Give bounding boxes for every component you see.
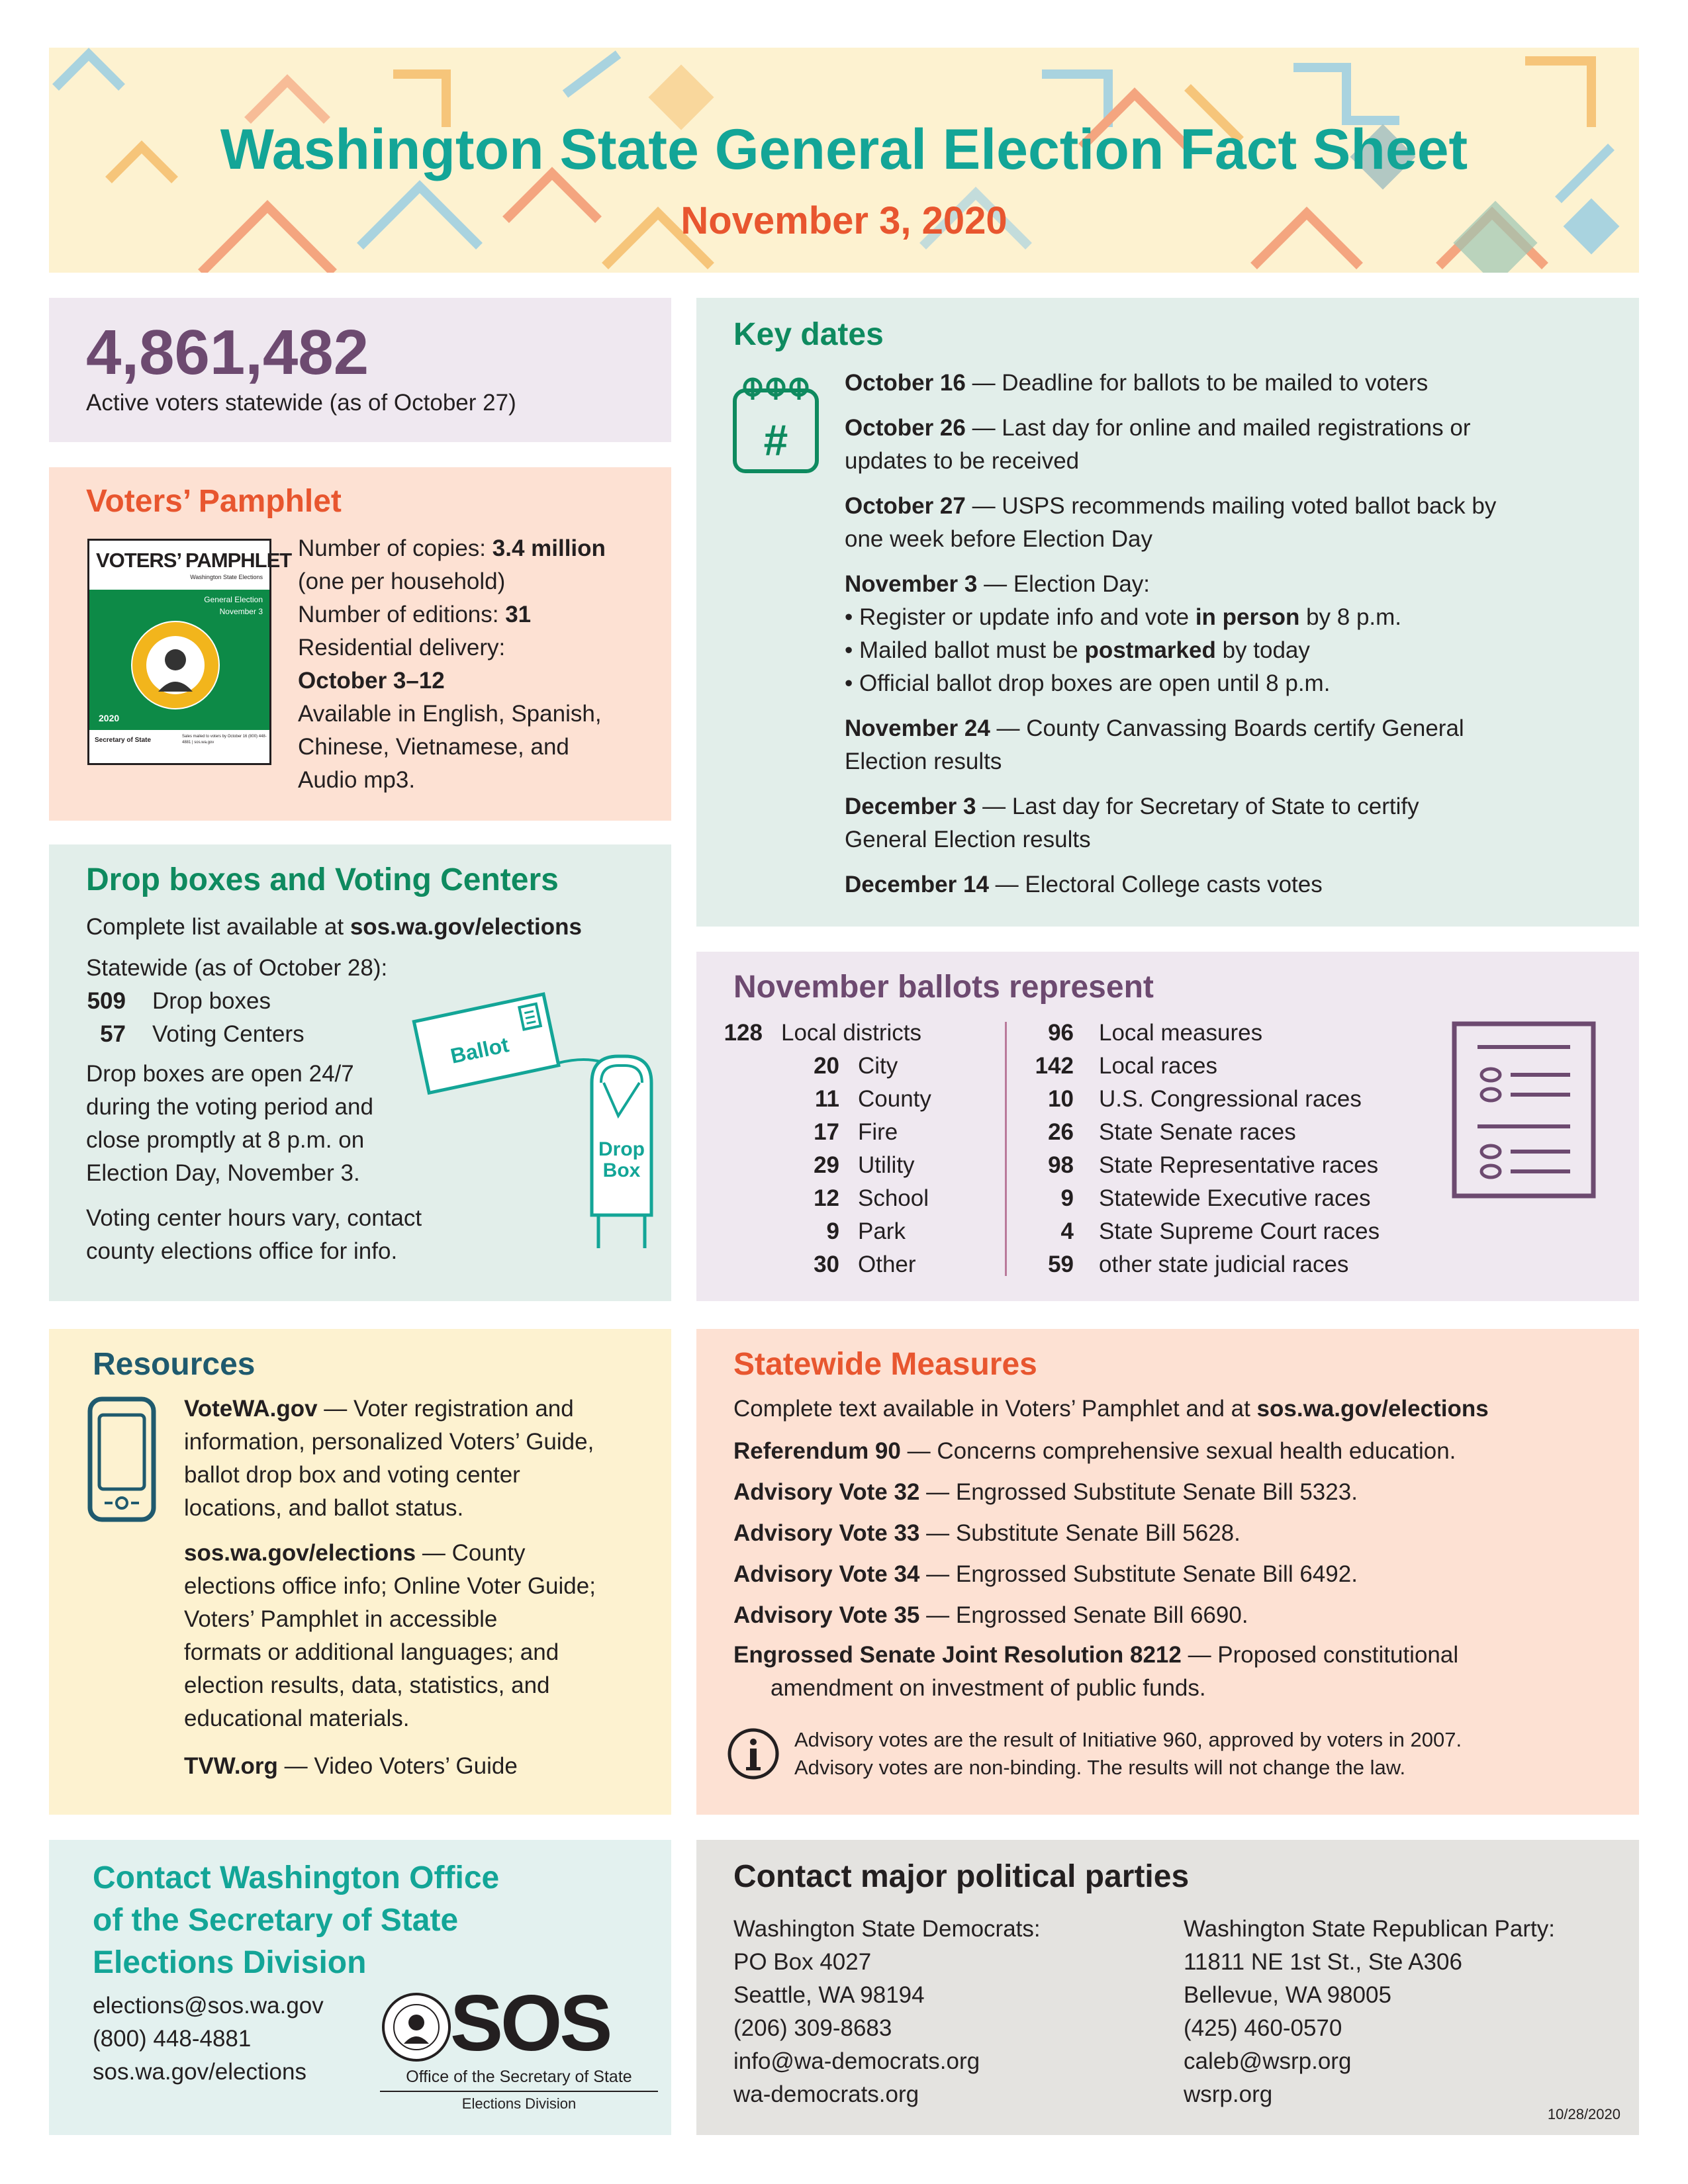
rep-contact-line: Washington State Republican Party: [1184, 1916, 1555, 1942]
republicans-contact [1184, 1913, 1555, 2111]
pamphlet-details: Number of copies: 3.4 million (one per household) Number of editions: 31 Residential delivery: October 3–12 Available in English, Spanish, Chinese, Vietnamese, and Audio mp3. [298, 535, 606, 793]
ballot-list-icon [1451, 1021, 1598, 1199]
drop-boxes-count: 509 Drop boxes [87, 988, 271, 1014]
ballot-row [723, 1017, 921, 1050]
tvw-link[interactable]: TVW.org [184, 1753, 278, 1779]
drop-boxes-heading: Drop boxes and Voting Centers [86, 862, 559, 897]
drop-box-label-1: Drop [598, 1138, 645, 1160]
ballot-row [723, 1248, 916, 1281]
contact-heading: Contact Washington Office of the Secretary of State Elections Division [93, 1860, 500, 1980]
nov3-bullet-2: • Mailed ballot must be postmarked by today [845, 637, 1310, 663]
ballot-count: 12 [814, 1185, 839, 1211]
voters-pamphlet-box [49, 467, 671, 821]
ballot-row [1027, 1017, 1262, 1050]
ballot-count: 9 [826, 1218, 839, 1244]
ballot-count: 98 [1048, 1152, 1074, 1178]
ballot-count: 20 [814, 1053, 839, 1079]
dem-contact-line: PO Box 4027 [733, 1949, 872, 1975]
key-dates-box [696, 298, 1639, 927]
ballot-label: Local measures [1099, 1020, 1263, 1046]
pamphlet-cover-image: VOTERS’ PAMPHLET Washington State Elections General Election November 3 2020 Secretary of State Sales mailed to voters by October 16 (800) 448-4881 | sos.wa.gov [87, 539, 271, 765]
ballots-box [696, 952, 1639, 1301]
ballot-row [723, 1215, 906, 1248]
rep-contact-line[interactable]: wsrp.org [1184, 2081, 1273, 2107]
cover-year: 2020 [99, 713, 120, 723]
key-date-dec3: December 3 — Last day for Secretary of State to certify General Election results [845, 794, 1419, 852]
svg-text:#: # [763, 416, 788, 465]
contact-email[interactable]: elections@sos.wa.gov [93, 1993, 324, 2019]
sos-logo-line2: Elections Division [461, 2095, 577, 2112]
rep-contact-line[interactable]: caleb@wsrp.org [1184, 2048, 1352, 2074]
resource-votewa: VoteWA.gov — Voter registration and information, personalized Voters’ Guide, ballot drop box and voting center locations, and ballot status. [184, 1396, 594, 1521]
state-seal-icon [380, 1991, 453, 2064]
ballot-row [1027, 1182, 1370, 1215]
ballot-row [723, 1149, 915, 1182]
active-voters-caption: Active voters statewide (as of October 27) [86, 390, 516, 416]
pamphlet-heading: Voters’ Pamphlet [86, 484, 342, 519]
ballot-row [1027, 1215, 1380, 1248]
dem-contact-line: Washington State Democrats: [733, 1916, 1041, 1942]
drop-boxes-hours: Drop boxes are open 24/7 during the voting period and close promptly at 8 p.m. on Election Day, November 3. [86, 1061, 373, 1186]
ballot-label: Utility [858, 1152, 915, 1178]
dem-contact-line: Seattle, WA 98194 [733, 1982, 925, 2008]
ballot-label: Ballot [448, 1032, 511, 1068]
parties-heading: Contact major political parties [733, 1859, 1190, 1894]
ballot-label: Other [858, 1251, 916, 1277]
ballot-count: 29 [814, 1152, 839, 1178]
dem-contact-line[interactable]: wa-democrats.org [733, 2081, 919, 2107]
measure-item: Advisory Vote 32 — Engrossed Substitute Senate Bill 5323. [733, 1479, 1358, 1505]
voting-center-hours: Voting center hours vary, contact county elections office for info. [86, 1205, 422, 1264]
ballot-label: State Representative races [1099, 1152, 1379, 1178]
election-date: November 3, 2020 [680, 199, 1008, 242]
measure-esjr-8212: Engrossed Senate Joint Resolution 8212 — Proposed constitutional amendment on investment of public funds. [733, 1642, 1459, 1701]
sos-logo [380, 1979, 658, 2116]
active-voters-box [49, 298, 671, 442]
votewa-link[interactable]: VoteWA.gov [184, 1396, 318, 1422]
ballot-count: 96 [1048, 1020, 1074, 1046]
key-date-oct27: October 27 — USPS recommends mailing voted ballot back by one week before Election Day [845, 493, 1497, 552]
resource-tvw: TVW.org — Video Voters’ Guide [184, 1753, 518, 1779]
rep-contact-line: Bellevue, WA 98005 [1184, 1982, 1391, 2008]
info-icon [726, 1726, 781, 1782]
ballot-count: 26 [1048, 1119, 1074, 1145]
ballot-count: 17 [814, 1119, 839, 1145]
ballot-row [723, 1116, 898, 1149]
ballot-count: 11 [815, 1086, 839, 1112]
ballot-count: 10 [1048, 1086, 1074, 1112]
advisory-note: Advisory votes are the result of Initiative 960, approved by voters in 2007. Advisory votes are non-binding. The results will not change the law. [794, 1728, 1462, 1779]
ballot-count: 9 [1060, 1185, 1074, 1211]
ballot-label: Local districts [781, 1020, 922, 1046]
active-voters-count: 4,861,482 [86, 317, 369, 388]
ballot-label: other state judicial races [1099, 1251, 1349, 1277]
mobile-phone-icon [86, 1395, 159, 1527]
voting-centers-count: 57 Voting Centers [100, 1021, 305, 1047]
ballot-count: 30 [814, 1251, 839, 1277]
cover-subtitle: Washington State Elections [190, 574, 263, 580]
ballots-heading: November ballots represent [733, 970, 1154, 1005]
political-parties-box [696, 1840, 1639, 2135]
ballots-divider [1005, 1022, 1007, 1276]
ballot-count: 128 [724, 1020, 763, 1046]
ballot-label: Park [858, 1218, 906, 1244]
ballot-row [1027, 1083, 1362, 1116]
ballot-label: Local races [1099, 1053, 1217, 1079]
key-dates-heading: Key dates [733, 317, 884, 352]
ballot-row [1027, 1050, 1217, 1083]
sos-logo-line1: Office of the Secretary of State [380, 2068, 658, 2092]
contact-details [93, 1989, 324, 2089]
statewide-measures-box [696, 1329, 1639, 1815]
key-date-dec14: December 14 — Electoral College casts votes [845, 872, 1323, 897]
measure-item: Advisory Vote 33 — Substitute Senate Bill 5628. [733, 1520, 1241, 1546]
ballot-row [723, 1050, 898, 1083]
ballot-row [723, 1083, 931, 1116]
ballot-label: County [858, 1086, 931, 1112]
resource-sos: sos.wa.gov/elections — County elections office info; Online Voter Guide; Voters’ Pamphlet in accessible formats or additional languages; and election results, data, statistics, and educational materials. [184, 1540, 596, 1731]
cover-title: VOTERS’ PAMPHLET [96, 549, 292, 572]
ballot-label: State Senate races [1099, 1119, 1296, 1145]
resources-heading: Resources [93, 1347, 256, 1382]
editions-value: 31 [505, 602, 532, 627]
drop-boxes-list-link[interactable]: sos.wa.gov/elections [350, 914, 582, 940]
rep-contact-line: 11811 NE 1st St., Ste A306 [1184, 1949, 1462, 1975]
ballot-row [723, 1182, 929, 1215]
nov3-bullet-3: • Official ballot drop boxes are open until 8 p.m. [845, 670, 1331, 696]
ballot-label: City [858, 1053, 898, 1079]
drop-boxes-box: Drop boxes and Voting Centers Complete list available at sos.wa.gov/elections Statewide (as of October 28): 509 Drop boxes 57 Voting Centers Drop boxes are open 24/7 during the voting period and close promptly at 8 p.m. on Election Day, November 3. Voting center hours vary, contact county elections office for info. Ballot Drop Box [49, 844, 671, 1301]
measures-link[interactable]: sos.wa.gov/elections [1256, 1396, 1489, 1422]
dem-contact-line[interactable]: info@wa-democrats.org [733, 2048, 980, 2074]
key-date-oct26: October 26 — Last day for online and mailed registrations or updates to be received [845, 415, 1471, 474]
contact-sos-box [49, 1840, 671, 2135]
sos-elections-link[interactable]: sos.wa.gov/elections [184, 1540, 416, 1566]
calendar-icon [729, 371, 822, 477]
measure-item: Advisory Vote 35 — Engrossed Senate Bill 6690. [733, 1602, 1248, 1628]
key-date-oct16: October 16 — Deadline for ballots to be mailed to voters [845, 370, 1429, 396]
drop-box-label-2: Box [602, 1160, 641, 1181]
ballot-label: State Supreme Court races [1099, 1218, 1380, 1244]
ballot-drop-box-icon [393, 983, 671, 1261]
sos-logo-text: SOS [450, 1979, 610, 2068]
copies-value: 3.4 million [492, 535, 606, 561]
state-seal-icon [129, 619, 222, 711]
measures-heading: Statewide Measures [733, 1347, 1037, 1382]
measure-item: Advisory Vote 34 — Engrossed Substitute Senate Bill 6492. [733, 1561, 1358, 1587]
ballot-label: U.S. Congressional races [1099, 1086, 1362, 1112]
ballot-label: Statewide Executive races [1099, 1185, 1371, 1211]
dem-contact-line: (206) 309-8683 [733, 2015, 892, 2041]
key-date-nov24: November 24 — County Canvassing Boards certify General Election results [845, 715, 1464, 774]
page-title: Washington State General Election Fact Sheet [220, 118, 1468, 181]
resources-box [49, 1329, 671, 1815]
revision-date: 10/28/2020 [1547, 2106, 1620, 2122]
contact-web[interactable]: sos.wa.gov/elections [93, 2059, 306, 2085]
ballot-row [1027, 1116, 1296, 1149]
header-banner [49, 48, 1639, 273]
ballot-count: 59 [1048, 1251, 1074, 1277]
delivery-value: October 3–12 [298, 668, 445, 694]
cover-footer-left: Secretary of State [95, 737, 152, 744]
contact-phone: (800) 448-4881 [93, 2026, 252, 2052]
key-date-nov3: November 3 — Election Day: • Register or update info and vote in person by 8 p.m. • Mailed ballot must be postmarked by today • Official ballot drop boxes are open until 8 p.m. [845, 568, 1606, 700]
cover-footer-right: Sales mailed to voters by October 16 (800) 448-4881 | sos.wa.gov [182, 735, 267, 745]
ballot-count: 142 [1035, 1053, 1074, 1079]
measure-item: Referendum 90 — Concerns comprehensive sexual health education. [733, 1438, 1456, 1464]
ballot-row [1027, 1149, 1378, 1182]
ballot-label: Fire [858, 1119, 898, 1145]
measures-intro: Complete text available in Voters’ Pamphlet and at sos.wa.gov/elections [733, 1396, 1489, 1422]
democrats-contact [733, 1913, 1041, 2111]
rep-contact-line: (425) 460-0570 [1184, 2015, 1342, 2041]
ballot-label: School [858, 1185, 929, 1211]
ballot-row [1027, 1248, 1348, 1281]
ballot-count: 4 [1060, 1218, 1074, 1244]
nov3-bullet-1: • Register or update info and vote in person by 8 p.m. [845, 604, 1402, 630]
